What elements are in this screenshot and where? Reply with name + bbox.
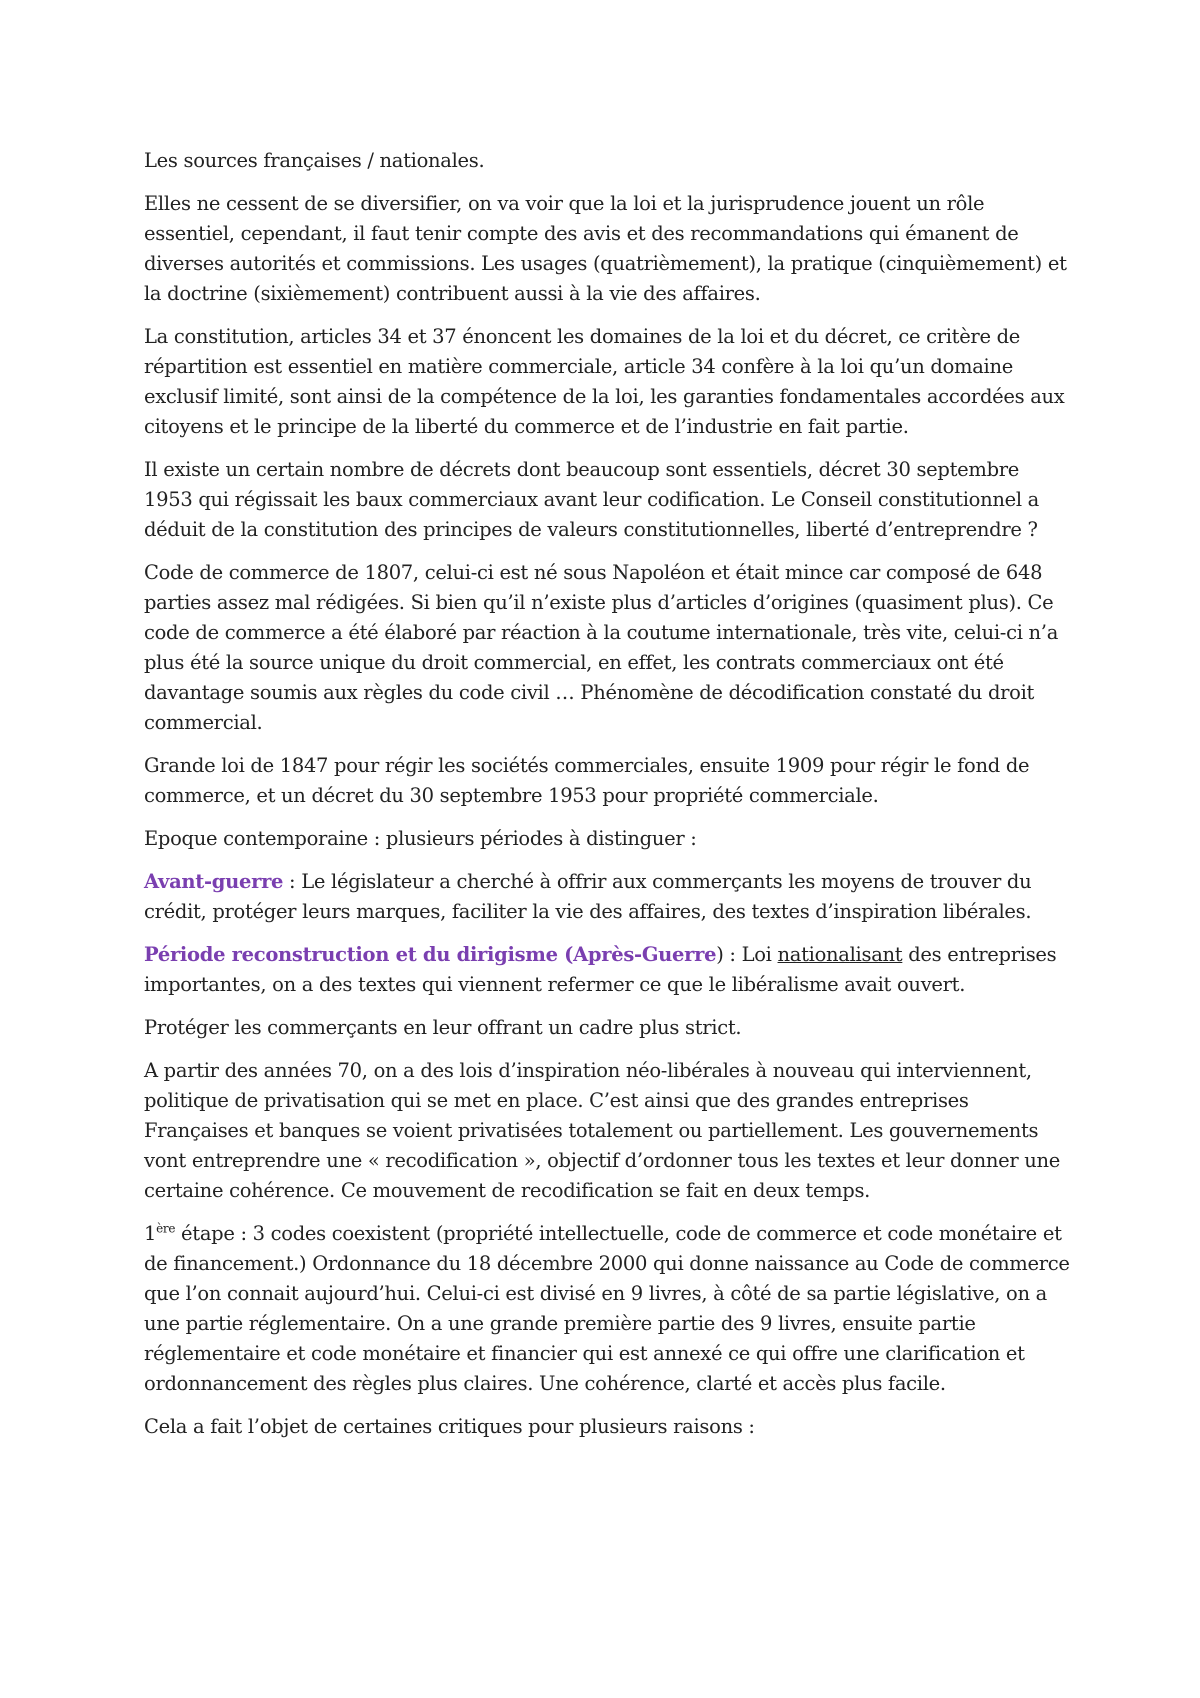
- underlined-nationalisant: nationalisant: [777, 943, 903, 966]
- paragraph-grande-loi: Grande loi de 1847 pour régir les sociétés commerciales, ensuite 1909 pour régir le fond de commerce, et un décret du 30 septembre 1953 pour propriété commerciale.: [144, 754, 1030, 807]
- paragraph-sources-diversify: Elles ne cessent de se diversifier, on va voir que la loi et la jurisprudence jouent un rôle essentiel, cependant, il faut tenir compte des avis et des recommandations qui émanent de diverses autorités et commissions. Les usages (quatrièmement), la pratique (cinquièmement) et la doctrine (sixièmement) contribuent aussi à la vie des affaires.: [144, 192, 1067, 305]
- etape-superscript: ère: [156, 1221, 176, 1236]
- paragraph-annees-70: A partir des années 70, on a des lois d’inspiration néo-libérales à nouveau qui interviennent, politique de privatisation qui se met en place. C’est ainsi que des grandes entreprises Françaises et banques se voient privatisées totalement ou partiellement. Les gouvernements vont entreprendre une « recodification », objectif d’ordonner tous les textes et leur donner une certaine cohérence. Ce mouvement de recodification se fait en deux temps.: [144, 1059, 1061, 1202]
- keyword-apres-guerre: Période reconstruction et du dirigisme (Après-Guerre: [144, 943, 717, 966]
- avant-guerre-text: : Le législateur a cherché à offrir aux commerçants les moyens de trouver du crédit, protéger leurs marques, faciliter la vie des affaires, des textes d’inspiration libérales.: [144, 870, 1032, 923]
- etape-text: étape : 3 codes coexistent (propriété intellectuelle, code de commerce et code monétaire et de financement.) Ordonnance du 18 décembre 2000 qui donne naissance au Code de commerce que l’on connait aujourd’hui. Celui-ci est divisé en 9 livres, à côté de sa partie législative, on a une partie réglementaire. On a une grande première partie des 9 livres, ensuite partie réglementaire et code monétaire et financier qui est annexé ce qui offre une clarification et ordonnancement des règles plus claires. Une cohérence, clarté et accès plus facile.: [144, 1222, 1070, 1395]
- paragraph-code-1807: Code de commerce de 1807, celui-ci est né sous Napoléon et était mince car composé de 648 parties assez mal rédigées. Si bien qu’il n’existe plus d’articles d’origines (quasiment plus). Ce code de commerce a été élaboré par réaction à la coutume internationale, très vite, celui-ci n’a plus été la source unique du droit commercial, en effet, les contrats commerciaux ont été davantage soumis aux règles du code civil … Phénomène de décodification constaté du droit commercial.: [144, 561, 1059, 734]
- paragraph-proteger: Protéger les commerçants en leur offrant un cadre plus strict.: [144, 1016, 742, 1039]
- paragraph-constitution: La constitution, articles 34 et 37 énoncent les domaines de la loi et du décret, ce critère de répartition est essentiel en matière commerciale, article 34 confère à la loi qu’un domaine exclusif limité, sont ainsi de la compétence de la loi, les garanties fondamentales accordées aux citoyens et le principe de la liberté du commerce et de l’industrie en fait partie.: [144, 325, 1065, 438]
- keyword-avant-guerre: Avant-guerre: [144, 870, 284, 893]
- paragraph-critiques: Cela a fait l’objet de certaines critiques pour plusieurs raisons :: [144, 1415, 755, 1438]
- paragraph-decrets: Il existe un certain nombre de décrets dont beaucoup sont essentiels, décret 30 septembre 1953 qui régissait les baux commerciaux avant leur codification. Le Conseil constitutionnel a déduit de la constitution des principes de valeurs constitutionnelles, liberté d’entreprendre ?: [144, 458, 1039, 541]
- paragraph-premiere-etape: [144, 1219, 1070, 1399]
- document-title: Les sources françaises / nationales.: [144, 149, 485, 172]
- apres-guerre-mid: ) : Loi: [716, 943, 778, 966]
- apres-guerre-text: des entreprises importantes, on a des textes qui viennent refermer ce que le libéralisme avait ouvert.: [144, 943, 1057, 996]
- etape-number: 1: [144, 1222, 157, 1245]
- paragraph-apres-guerre: [144, 940, 1070, 1000]
- paragraph-epoque-contemporaine: Epoque contemporaine : plusieurs périodes à distinguer :: [144, 827, 697, 850]
- paragraph-avant-guerre: [144, 867, 1070, 927]
